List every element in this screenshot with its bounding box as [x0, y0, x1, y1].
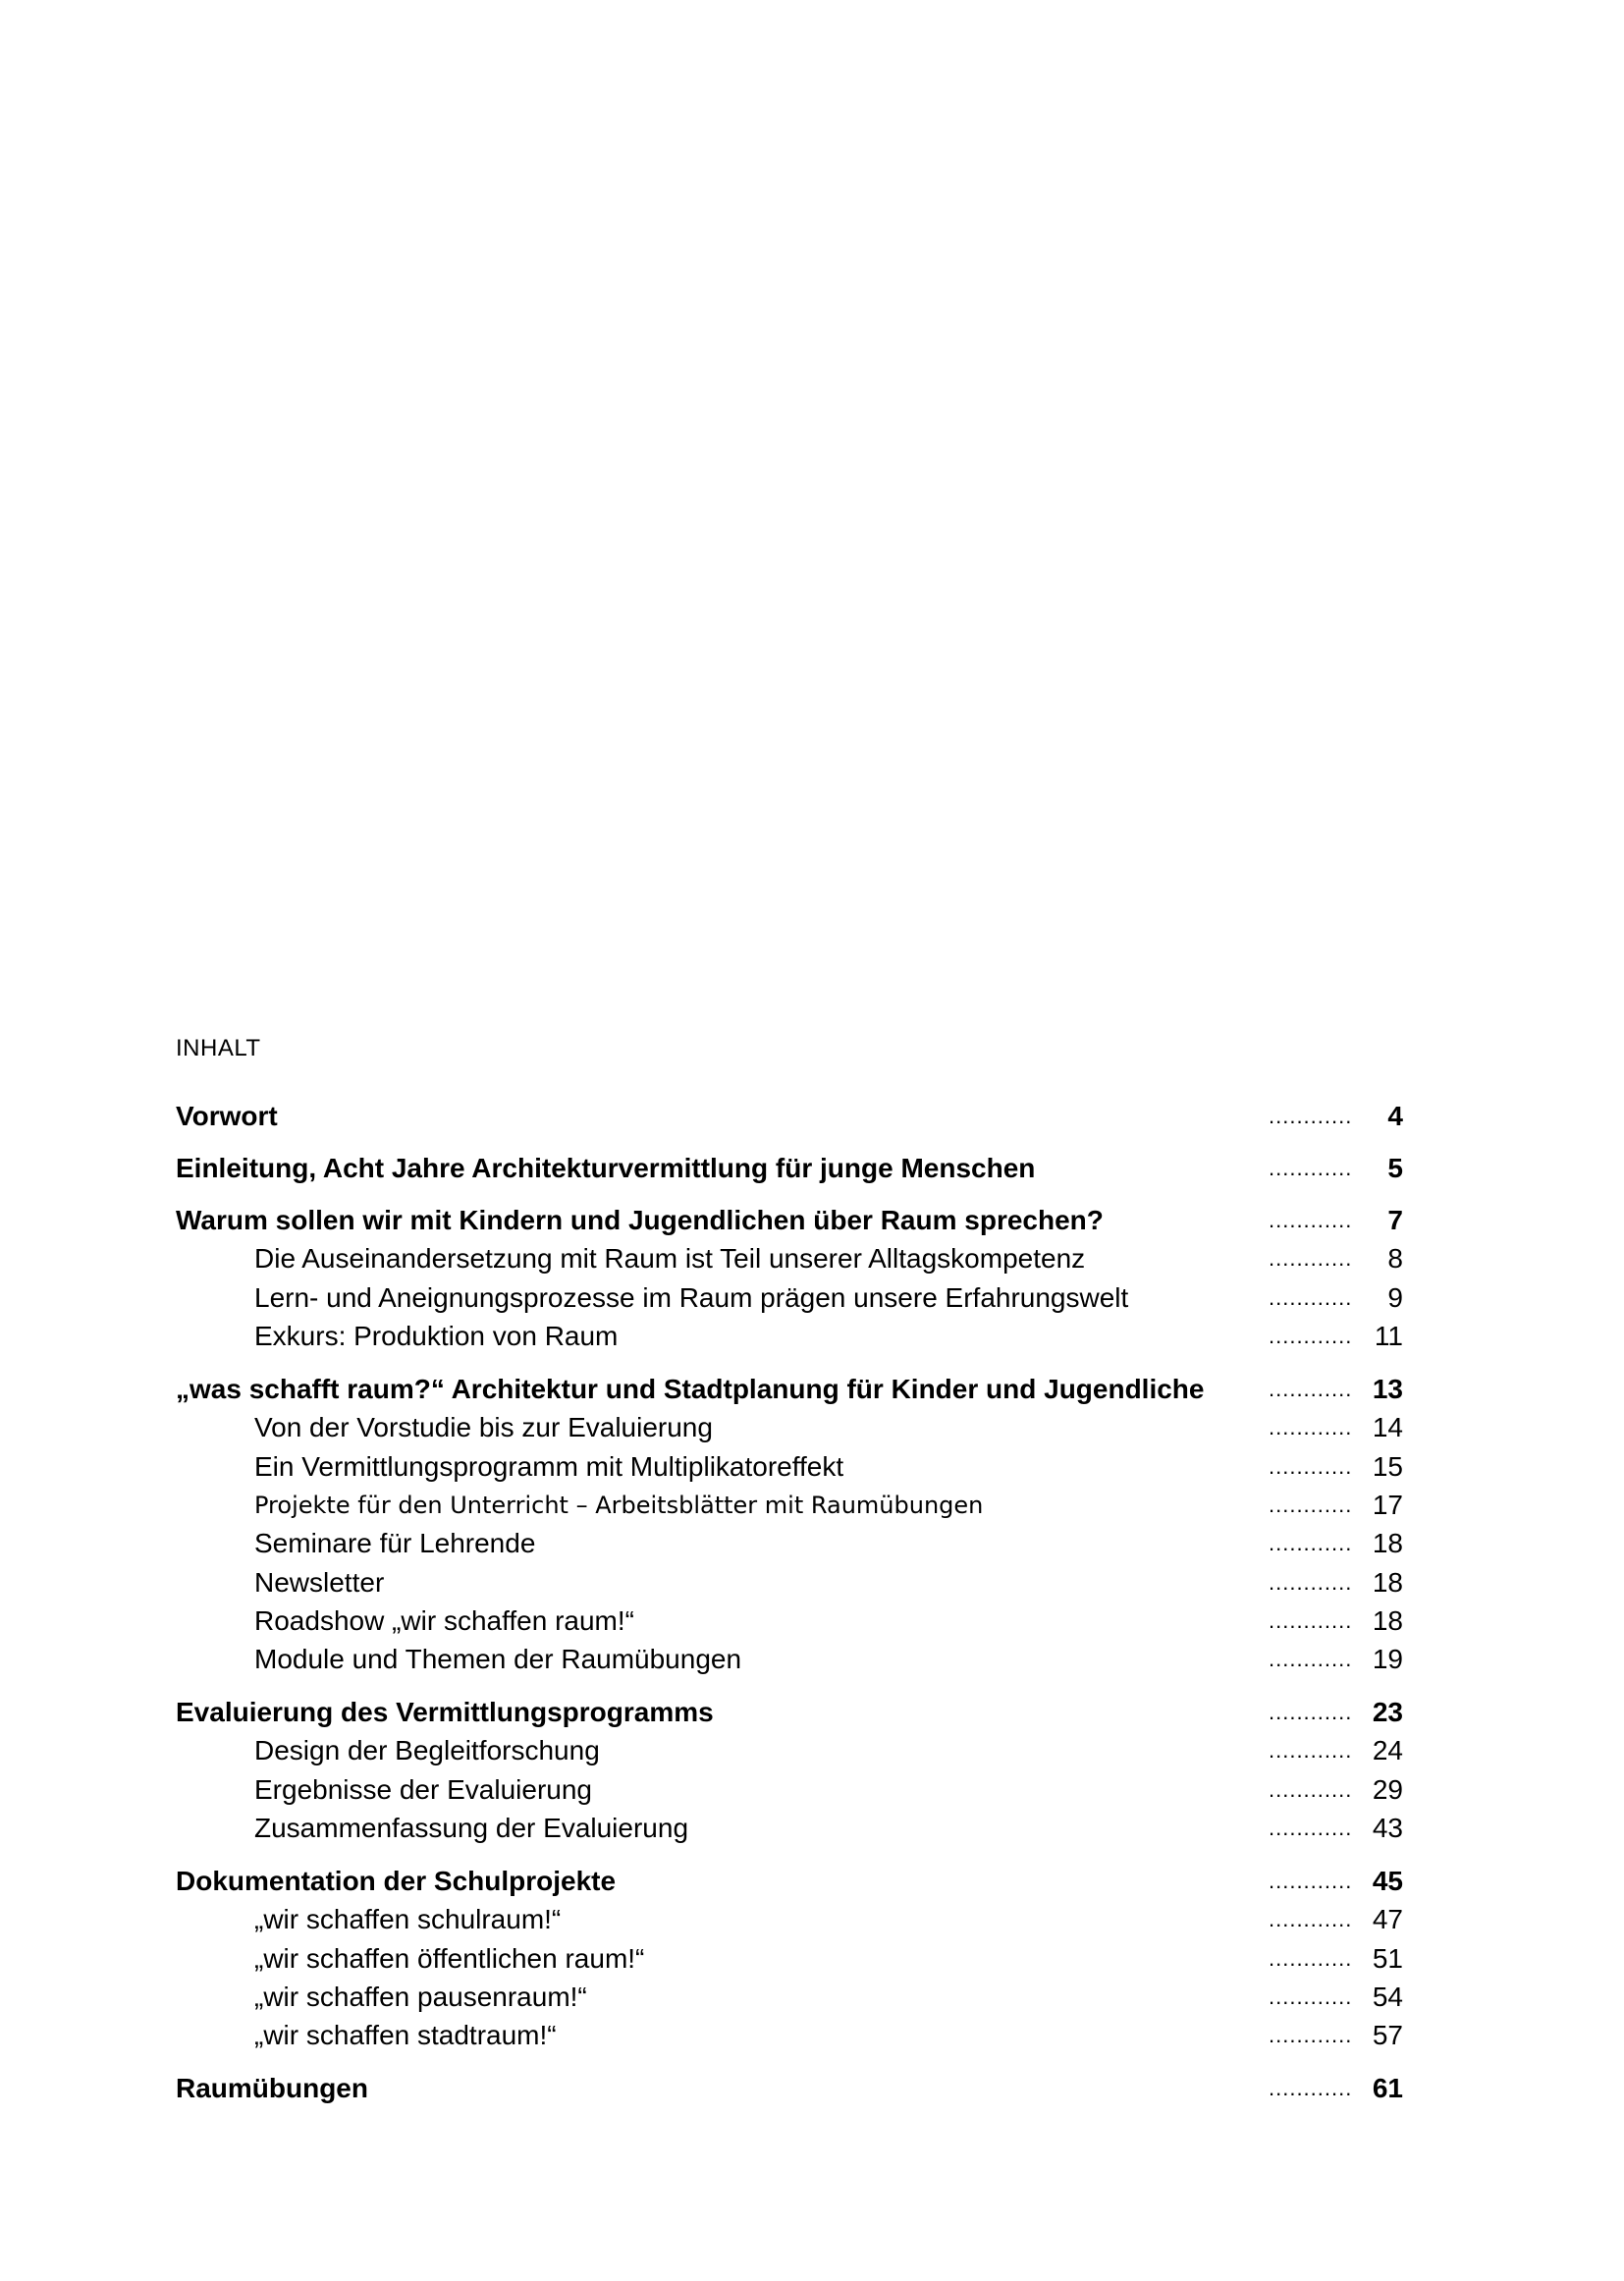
toc-dot-leader: ............: [1269, 1700, 1353, 1724]
toc-entry-title: „wir schaffen stadtraum!“: [254, 2020, 557, 2050]
toc-entry: [0, 1772, 1624, 1808]
toc-page-number: 18: [1372, 1567, 1403, 1598]
toc-entry-title: Newsletter: [254, 1567, 385, 1598]
toc-page-number: 7: [1387, 1205, 1403, 1235]
toc-page-number: 18: [1372, 1528, 1403, 1558]
toc-dot-leader: ............: [1269, 1377, 1353, 1401]
toc-dot-leader: ............: [1269, 1415, 1353, 1439]
toc-entry: [0, 1695, 1624, 1730]
toc-dot-leader: ............: [1269, 1104, 1353, 1128]
toc-entry-title: Raumübungen: [176, 2073, 368, 2103]
toc-page-number: 14: [1372, 1412, 1403, 1442]
toc-heading: INHALT: [176, 1035, 261, 1061]
toc-entry-title: Dokumentation der Schulprojekte: [176, 1866, 617, 1896]
toc-entry: [0, 1733, 1624, 1768]
toc-entry-title: Design der Begleitforschung: [254, 1735, 600, 1765]
toc-entry: [0, 1319, 1624, 1354]
toc-dot-leader: ............: [1269, 1984, 1353, 2009]
toc-page-number: 57: [1372, 2020, 1403, 2050]
toc-entry: [0, 1864, 1624, 1899]
toc-entry-title: „wir schaffen schulraum!“: [254, 1904, 562, 1934]
toc-page-number: 11: [1374, 1321, 1403, 1351]
toc-entry: [0, 1980, 1624, 2015]
toc-dot-leader: ............: [1269, 2023, 1353, 2047]
toc-page-number: 24: [1372, 1735, 1403, 1765]
toc-dot-leader: ............: [1269, 1285, 1353, 1310]
toc-entry: [0, 1280, 1624, 1316]
toc-dot-leader: ............: [1269, 1156, 1353, 1180]
toc-dot-leader: ............: [1269, 1324, 1353, 1348]
toc-entry-title: Die Auseinandersetzung mit Raum ist Teil unserer Alltagskompetenz: [254, 1243, 1086, 1274]
toc-entry-title: Von der Vorstudie bis zur Evaluierung: [254, 1412, 713, 1442]
toc-entry: [0, 1902, 1624, 1937]
toc-page-number: 4: [1387, 1101, 1403, 1131]
toc-entry-title: Ergebnisse der Evaluierung: [254, 1774, 592, 1805]
toc-entry: [0, 1410, 1624, 1445]
toc-dot-leader: ............: [1269, 1647, 1353, 1671]
toc-entry-title: Vorwort: [176, 1101, 278, 1131]
toc-entry: [0, 1241, 1624, 1276]
toc-entry-title: „wir schaffen öffentlichen raum!“: [254, 1943, 645, 1974]
toc-entry: [0, 1811, 1624, 1846]
toc-page-number: 19: [1372, 1644, 1403, 1674]
toc-page-number: 47: [1372, 1904, 1403, 1934]
toc-entry-title: Evaluierung des Vermittlungsprogramms: [176, 1697, 714, 1727]
toc-entry-title: Seminare für Lehrende: [254, 1528, 536, 1558]
toc-dot-leader: ............: [1269, 1869, 1353, 1893]
toc-entry: [0, 1565, 1624, 1601]
toc-dot-leader: ............: [1269, 1246, 1353, 1271]
toc-dot-leader: ............: [1269, 1907, 1353, 1931]
toc-entry-title: Module und Themen der Raumübungen: [254, 1644, 742, 1674]
toc-entry-title: „wir schaffen pausenraum!“: [254, 1982, 587, 2012]
toc-page-number: 5: [1387, 1153, 1403, 1183]
toc-page-number: 29: [1372, 1774, 1403, 1805]
toc-page-number: 17: [1372, 1490, 1403, 1520]
toc-dot-leader: ............: [1269, 1816, 1353, 1840]
toc-entry: [0, 2071, 1624, 2106]
toc-page-number: 18: [1372, 1605, 1403, 1636]
toc-dot-leader: ............: [1269, 1608, 1353, 1633]
toc-entry-title: „was schafft raum?“ Architektur und Stadtplanung für Kinder und Jugendliche: [176, 1374, 1205, 1404]
toc-entry-title: Lern- und Aneignungsprozesse im Raum prägen unsere Erfahrungswelt: [254, 1282, 1129, 1313]
toc-entry-title: Zusammenfassung der Evaluierung: [254, 1813, 689, 1843]
toc-entry-title: Roadshow „wir schaffen raum!“: [254, 1605, 634, 1636]
toc-dot-leader: ............: [1269, 1738, 1353, 1763]
toc-entry: [0, 1449, 1624, 1485]
toc-page-number: 54: [1372, 1982, 1403, 2012]
toc-page-number: 43: [1372, 1813, 1403, 1843]
toc-entry: [0, 1941, 1624, 1977]
toc-page-number: 13: [1372, 1374, 1403, 1404]
toc-entry: [0, 1526, 1624, 1561]
toc-page-number: 51: [1372, 1943, 1403, 1974]
toc-dot-leader: ............: [1269, 1208, 1353, 1232]
toc-entry: [0, 1642, 1624, 1677]
toc-dot-leader: ............: [1269, 1454, 1353, 1479]
toc-entry-title: Ein Vermittlungsprogramm mit Multiplikatoreffekt: [254, 1451, 844, 1482]
toc-entry: [0, 2018, 1624, 2053]
toc-entry: [0, 1488, 1624, 1523]
toc-dot-leader: ............: [1269, 1570, 1353, 1595]
toc-dot-leader: ............: [1269, 1531, 1353, 1555]
toc-page-number: 8: [1387, 1243, 1403, 1274]
toc-dot-leader: ............: [1269, 1777, 1353, 1802]
toc-page-number: 61: [1372, 2073, 1403, 2103]
toc-page-number: 15: [1372, 1451, 1403, 1482]
toc-dot-leader: ............: [1269, 1946, 1353, 1971]
toc-dot-leader: ............: [1269, 2076, 1353, 2100]
toc-entry: [0, 1099, 1624, 1134]
toc-page-number: 45: [1372, 1866, 1403, 1896]
toc-page-number: 9: [1387, 1282, 1403, 1313]
toc-dot-leader: ............: [1269, 1493, 1353, 1517]
toc-entry: [0, 1203, 1624, 1238]
toc-page-number: 23: [1372, 1697, 1403, 1727]
toc-entry: [0, 1372, 1624, 1407]
toc-entry: [0, 1603, 1624, 1639]
toc-entry-title: Einleitung, Acht Jahre Architekturvermittlung für junge Menschen: [176, 1153, 1036, 1183]
toc-entry-title: Warum sollen wir mit Kindern und Jugendlichen über Raum sprechen?: [176, 1205, 1104, 1235]
toc-entry: [0, 1151, 1624, 1186]
toc-entry-title: Exkurs: Produktion von Raum: [254, 1321, 619, 1351]
toc-entry-title: Projekte für den Unterricht – Arbeitsblätter mit Raumübungen: [254, 1492, 984, 1519]
